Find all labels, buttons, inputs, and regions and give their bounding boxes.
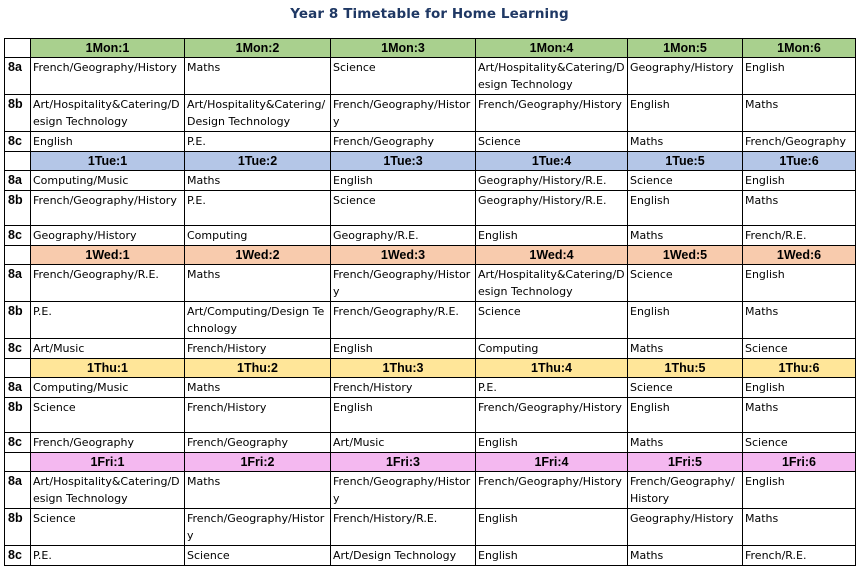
timetable (4, 38, 856, 566)
period-header: 1Mon:5 (628, 39, 743, 58)
lesson-cell: Science (476, 132, 628, 152)
lesson-cell: Maths (185, 472, 331, 509)
lesson-cell: English (331, 339, 476, 359)
period-header: 1Tue:4 (476, 152, 628, 171)
period-header: 1Wed:4 (476, 246, 628, 265)
period-header: 1Fri:6 (743, 453, 856, 472)
period-header: 1Fri:1 (31, 453, 185, 472)
lesson-cell: P.E. (476, 378, 628, 398)
class-row (5, 472, 856, 509)
lesson-cell: Computing/Music (31, 171, 185, 191)
period-header: 1Tue:2 (185, 152, 331, 171)
lesson-cell: French/Geography (743, 132, 856, 152)
day-header-row-fri (5, 453, 856, 472)
class-row (5, 95, 856, 132)
header-blank-cell (5, 39, 31, 58)
lesson-cell: Art/Music (31, 339, 185, 359)
lesson-cell: Maths (185, 378, 331, 398)
class-row (5, 265, 856, 302)
lesson-cell: English (476, 433, 628, 453)
lesson-cell: French/History (185, 339, 331, 359)
lesson-cell: Maths (628, 132, 743, 152)
lesson-cell: Geography/History (628, 58, 743, 95)
class-label: 8c (5, 132, 31, 152)
lesson-cell: Maths (743, 398, 856, 433)
lesson-cell: French/History (331, 378, 476, 398)
lesson-cell: French/History (185, 398, 331, 433)
lesson-cell: French/Geography/History (31, 58, 185, 95)
lesson-cell: Art/Hospitality&Catering/Design Technology (476, 265, 628, 302)
lesson-cell: French/R.E. (743, 226, 856, 246)
period-header: 1Mon:3 (331, 39, 476, 58)
header-blank-cell (5, 152, 31, 171)
lesson-cell: Science (628, 265, 743, 302)
lesson-cell: French/History/R.E. (331, 509, 476, 546)
period-header: 1Tue:6 (743, 152, 856, 171)
lesson-cell: English (628, 398, 743, 433)
class-row (5, 302, 856, 339)
class-label: 8c (5, 339, 31, 359)
lesson-cell: English (628, 95, 743, 132)
lesson-cell: French/Geography/R.E. (31, 265, 185, 302)
lesson-cell: Art/Hospitality&Catering/Design Technology (31, 95, 185, 132)
class-row (5, 226, 856, 246)
period-header: 1Wed:6 (743, 246, 856, 265)
period-header: 1Thu:2 (185, 359, 331, 378)
lesson-cell: Science (628, 378, 743, 398)
lesson-cell: Science (476, 302, 628, 339)
class-row (5, 546, 856, 566)
lesson-cell: Art/Hospitality&Catering/Design Technology (476, 58, 628, 95)
class-label: 8a (5, 171, 31, 191)
lesson-cell: Computing (476, 339, 628, 359)
period-header: 1Tue:1 (31, 152, 185, 171)
period-header: 1Thu:1 (31, 359, 185, 378)
class-row (5, 398, 856, 433)
lesson-cell: Art/Hospitality&Catering/Design Technology (31, 472, 185, 509)
lesson-cell: French/Geography/R.E. (331, 302, 476, 339)
lesson-cell: Art/Music (331, 433, 476, 453)
class-label: 8c (5, 433, 31, 453)
lesson-cell: Science (743, 433, 856, 453)
class-label: 8b (5, 191, 31, 226)
class-label: 8c (5, 226, 31, 246)
lesson-cell: Geography/R.E. (331, 226, 476, 246)
class-label: 8b (5, 302, 31, 339)
lesson-cell: English (743, 472, 856, 509)
period-header: 1Thu:6 (743, 359, 856, 378)
lesson-cell: English (476, 509, 628, 546)
class-row (5, 58, 856, 95)
lesson-cell: Maths (743, 509, 856, 546)
lesson-cell: Art/Design Technology (331, 546, 476, 566)
class-label: 8a (5, 265, 31, 302)
day-header-row-thu (5, 359, 856, 378)
lesson-cell: Maths (185, 265, 331, 302)
class-label: 8b (5, 95, 31, 132)
lesson-cell: French/Geography/History (628, 472, 743, 509)
lesson-cell: Computing (185, 226, 331, 246)
class-label: 8a (5, 58, 31, 95)
header-blank-cell (5, 246, 31, 265)
lesson-cell: English (743, 171, 856, 191)
period-header: 1Tue:5 (628, 152, 743, 171)
lesson-cell: P.E. (185, 132, 331, 152)
lesson-cell: French/Geography/History (476, 472, 628, 509)
lesson-cell: Art/Computing/Design Technology (185, 302, 331, 339)
lesson-cell: French/Geography/History (331, 472, 476, 509)
lesson-cell: Maths (628, 433, 743, 453)
period-header: 1Thu:4 (476, 359, 628, 378)
lesson-cell: English (31, 132, 185, 152)
period-header: 1Mon:2 (185, 39, 331, 58)
lesson-cell: English (743, 265, 856, 302)
lesson-cell: French/Geography/History (185, 509, 331, 546)
class-row (5, 378, 856, 398)
day-header-row-wed (5, 246, 856, 265)
day-header-row-mon (5, 39, 856, 58)
period-header: 1Wed:2 (185, 246, 331, 265)
lesson-cell: French/R.E. (743, 546, 856, 566)
period-header: 1Wed:3 (331, 246, 476, 265)
lesson-cell: French/Geography/History (476, 95, 628, 132)
class-label: 8b (5, 398, 31, 433)
lesson-cell: Science (185, 546, 331, 566)
class-label: 8b (5, 509, 31, 546)
lesson-cell: Geography/History/R.E. (476, 171, 628, 191)
lesson-cell: Maths (628, 546, 743, 566)
class-row (5, 171, 856, 191)
lesson-cell: French/Geography/History (476, 398, 628, 433)
lesson-cell: Science (31, 398, 185, 433)
period-header: 1Wed:1 (31, 246, 185, 265)
lesson-cell: P.E. (185, 191, 331, 226)
period-header: 1Thu:3 (331, 359, 476, 378)
lesson-cell: Geography/History/R.E. (476, 191, 628, 226)
class-row (5, 191, 856, 226)
lesson-cell: Geography/History (31, 226, 185, 246)
period-header: 1Mon:6 (743, 39, 856, 58)
lesson-cell: French/Geography (331, 132, 476, 152)
lesson-cell: P.E. (31, 546, 185, 566)
period-header: 1Mon:4 (476, 39, 628, 58)
lesson-cell: French/Geography/History (331, 95, 476, 132)
class-label: 8a (5, 378, 31, 398)
lesson-cell: English (476, 226, 628, 246)
period-header: 1Fri:5 (628, 453, 743, 472)
lesson-cell: Geography/History (628, 509, 743, 546)
lesson-cell: English (628, 302, 743, 339)
lesson-cell: Maths (185, 58, 331, 95)
period-header: 1Fri:4 (476, 453, 628, 472)
lesson-cell: Science (743, 339, 856, 359)
period-header: 1Mon:1 (31, 39, 185, 58)
day-header-row-tue (5, 152, 856, 171)
lesson-cell: Maths (628, 339, 743, 359)
lesson-cell: English (331, 398, 476, 433)
class-label: 8a (5, 472, 31, 509)
class-row (5, 339, 856, 359)
lesson-cell: Computing/Music (31, 378, 185, 398)
lesson-cell: Maths (628, 226, 743, 246)
class-row (5, 509, 856, 546)
class-row (5, 433, 856, 453)
lesson-cell: English (743, 378, 856, 398)
header-blank-cell (5, 359, 31, 378)
lesson-cell: English (331, 171, 476, 191)
lesson-cell: P.E. (31, 302, 185, 339)
period-header: 1Fri:2 (185, 453, 331, 472)
lesson-cell: Science (628, 171, 743, 191)
lesson-cell: English (628, 191, 743, 226)
period-header: 1Fri:3 (331, 453, 476, 472)
lesson-cell: French/Geography/History (31, 191, 185, 226)
lesson-cell: Maths (743, 191, 856, 226)
page-title: Year 8 Timetable for Home Learning (290, 6, 569, 22)
period-header: 1Thu:5 (628, 359, 743, 378)
header-blank-cell (5, 453, 31, 472)
lesson-cell: Maths (185, 171, 331, 191)
lesson-cell: Maths (743, 95, 856, 132)
class-row (5, 132, 856, 152)
lesson-cell: French/Geography (31, 433, 185, 453)
period-header: 1Tue:3 (331, 152, 476, 171)
lesson-cell: Art/Hospitality&Catering/Design Technology (185, 95, 331, 132)
lesson-cell: Science (331, 58, 476, 95)
period-header: 1Wed:5 (628, 246, 743, 265)
lesson-cell: French/Geography (185, 433, 331, 453)
lesson-cell: Science (31, 509, 185, 546)
lesson-cell: English (476, 546, 628, 566)
lesson-cell: Maths (743, 302, 856, 339)
lesson-cell: Science (331, 191, 476, 226)
lesson-cell: French/Geography/History (331, 265, 476, 302)
lesson-cell: English (743, 58, 856, 95)
class-label: 8c (5, 546, 31, 566)
